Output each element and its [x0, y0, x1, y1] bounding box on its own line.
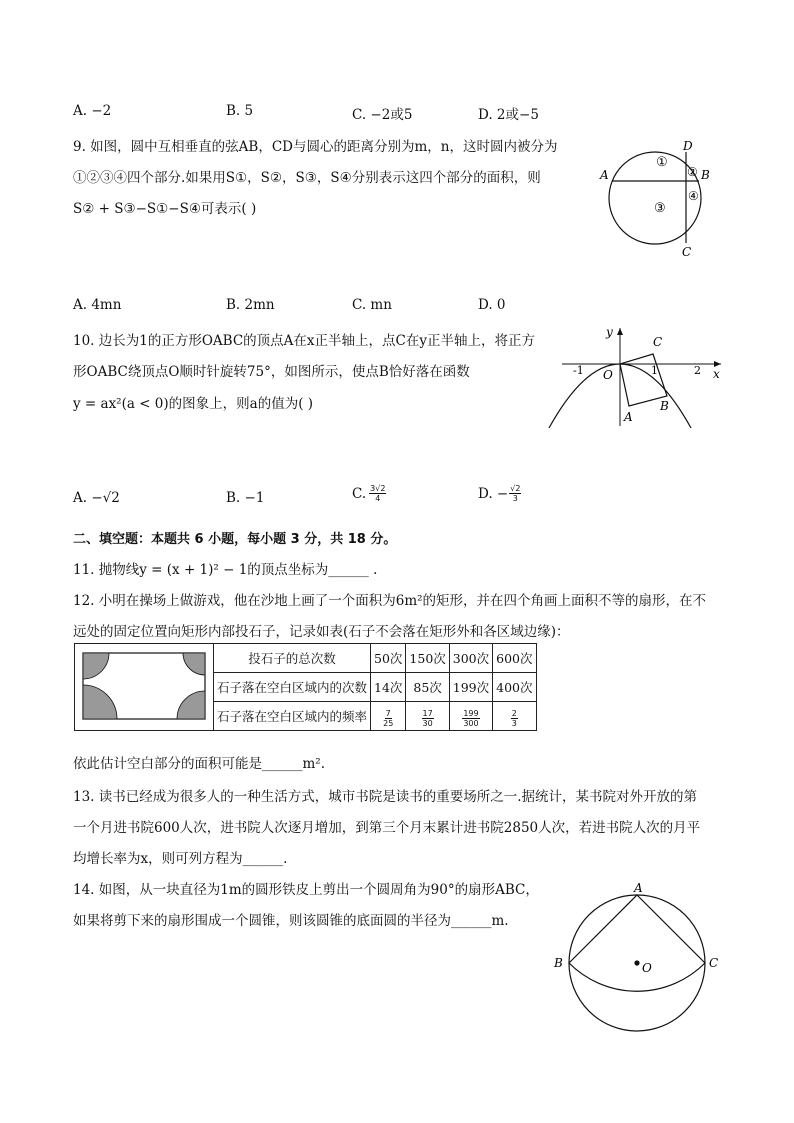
- q14-sector-figure: [548, 880, 728, 1035]
- q12-count-4: 400次: [493, 673, 536, 702]
- q13-line-1: 13. 读书已经成为很多人的一种生活方式，城市书院是读书的重要场所之一.据统计，某书院对外开放的第: [73, 789, 698, 805]
- q9-label-a: A: [600, 168, 609, 182]
- section-2-title: 二、填空题：本题共 6 小题，每小题 3 分，共 18 分。: [73, 532, 397, 547]
- q12-count-3: 199次: [449, 673, 492, 702]
- q8-option-a: A. −2: [73, 103, 112, 119]
- q9-line-2: ①②③④四个部分.如果用S①，S②，S③，S④分别表示这四个部分的面积，则: [73, 170, 541, 186]
- q12-freq-1-den: 25: [383, 719, 394, 728]
- q9-option-d: D. 0: [478, 297, 506, 313]
- q9-label-region-1: ①: [656, 155, 668, 170]
- q12-freq-2-den: 30: [422, 719, 433, 728]
- q12-total-150: 150次: [406, 644, 449, 673]
- q10-option-c-numerator: 3√2: [370, 484, 386, 493]
- q10-option-c-denominator: 4: [375, 494, 381, 503]
- q9-label-b: B: [701, 168, 710, 182]
- q12-table: [74, 643, 537, 731]
- q9-option-a: A. 4mn: [73, 297, 122, 313]
- q12-rectangle-figure: [79, 649, 209, 723]
- q12-total-600: 600次: [493, 644, 536, 673]
- q10-line-2: 形OABC绕顶点O顺时针旋转75°，如图所示，使点B恰好落在函数: [73, 364, 470, 380]
- q12-freq-3: [449, 702, 492, 731]
- q10-option-c-fraction: [369, 484, 386, 503]
- q14-label-c: C: [709, 956, 719, 970]
- q14-label-o: O: [642, 961, 652, 975]
- q10-label-a: A: [624, 410, 633, 424]
- q13-line-3: 均增长率为x，则可列方程为______.: [73, 851, 288, 867]
- q12-freq-2: [406, 702, 449, 731]
- q11-text: 11. 抛物线y = (x + 1)² − 1的顶点坐标为______ .: [73, 562, 378, 578]
- q10-option-d-label: D. −: [478, 485, 509, 502]
- q12-line-2: 远处的固定位置向矩形内部投石子，记录如表(石子不会落在矩形外和各区域边缘)：: [73, 624, 570, 640]
- q12-total-50: 50次: [371, 644, 406, 673]
- q8-option-d: D. 2或−5: [478, 107, 539, 123]
- q10-option-d-fraction: [509, 484, 521, 503]
- q9-label-c: C: [682, 245, 692, 259]
- q10-tick-1: 1: [651, 364, 658, 377]
- q13-line-2: 一个月进书院600人次，进书院人次逐月增加，到第三个月末累计进书院2850人次，若进书院人次的月平: [73, 820, 701, 836]
- q12-freq-2-num: 17: [422, 709, 433, 718]
- q9-label-region-4: ④: [688, 189, 699, 203]
- q8-option-c: C. −2或5: [352, 107, 413, 123]
- q9-option-c: C. mn: [352, 297, 392, 313]
- table-row: [75, 644, 537, 673]
- q9-label-region-2: ②: [687, 165, 698, 179]
- q10-label-o: O: [603, 368, 613, 382]
- q10-option-c: [352, 484, 386, 503]
- q12-rectangle-figure-cell: [75, 644, 214, 731]
- q10-tick-2: 2: [694, 364, 701, 377]
- q10-axis-y-label: y: [606, 325, 613, 339]
- q12-header-freqs: 石子落在空白区域内的频率: [214, 702, 371, 731]
- q12-freq-4-num: 2: [511, 709, 517, 718]
- q10-tick-neg1: -1: [573, 364, 584, 377]
- q9-label-region-3: ③: [654, 201, 666, 216]
- q10-parabola-figure: [545, 322, 730, 432]
- q14-label-b: B: [554, 956, 563, 970]
- q12-freq-4-den: 3: [511, 719, 517, 728]
- q14-line-2: 如果将剪下来的扇形围成一个圆锥，则该圆锥的底面圆的半径为______m.: [73, 913, 509, 929]
- q10-option-c-label: C.: [352, 485, 367, 502]
- q12-freq-1-num: 7: [385, 709, 391, 718]
- q12-count-2: 85次: [406, 673, 449, 702]
- q10-option-a: A. −√2: [73, 490, 120, 506]
- q10-option-d-numerator: √2: [510, 484, 521, 493]
- q12-header-counts: 石子落在空白区域内的次数: [214, 673, 371, 702]
- q10-option-b: B. −1: [226, 490, 265, 506]
- q8-option-b: B. 5: [226, 103, 254, 119]
- q9-line-3: S② + S③−S①−S④可表示( ): [73, 201, 257, 217]
- q9-option-b: B. 2mn: [226, 297, 275, 313]
- q12-answer-line: 依此估计空白部分的面积可能是______m².: [73, 756, 326, 772]
- q14-line-1: 14. 如图，从一块直径为1m的圆形铁皮上剪出一个圆周角为90°的扇形ABC，: [73, 882, 539, 898]
- q12-freq-3-num: 199: [463, 709, 479, 718]
- q10-option-d: [478, 484, 521, 503]
- q12-line-1: 12. 小明在操场上做游戏，他在沙地上画了一个面积为6m²的矩形，并在四个角画上面积不等的扇形，在不: [73, 593, 707, 609]
- q9-circle-figure: [598, 132, 728, 262]
- q10-label-b: B: [660, 399, 669, 413]
- q10-option-d-denominator: 3: [512, 494, 518, 503]
- q12-freq-1: [371, 702, 406, 731]
- q9-label-d: D: [683, 139, 693, 153]
- q12-total-300: 300次: [449, 644, 492, 673]
- q10-line-1: 10. 边长为1的正方形OABC的顶点A在x正半轴上，点C在y正半轴上，将正方: [73, 333, 535, 349]
- q12-freq-4: [493, 702, 536, 731]
- q12-count-1: 14次: [371, 673, 406, 702]
- q12-freq-3-den: 300: [463, 719, 479, 728]
- q10-label-c: C: [653, 335, 663, 349]
- q12-header-totals: 投石子的总次数: [214, 644, 371, 673]
- q14-label-a: A: [634, 881, 643, 895]
- q10-line-3: y = ax²(a < 0)的图象上，则a的值为( ): [73, 396, 314, 412]
- q9-line-1: 9. 如图，圆中互相垂直的弦AB，CD与圆心的距离分别为m，n，这时圆内被分为: [73, 139, 558, 155]
- q10-axis-x-label: x: [713, 367, 720, 381]
